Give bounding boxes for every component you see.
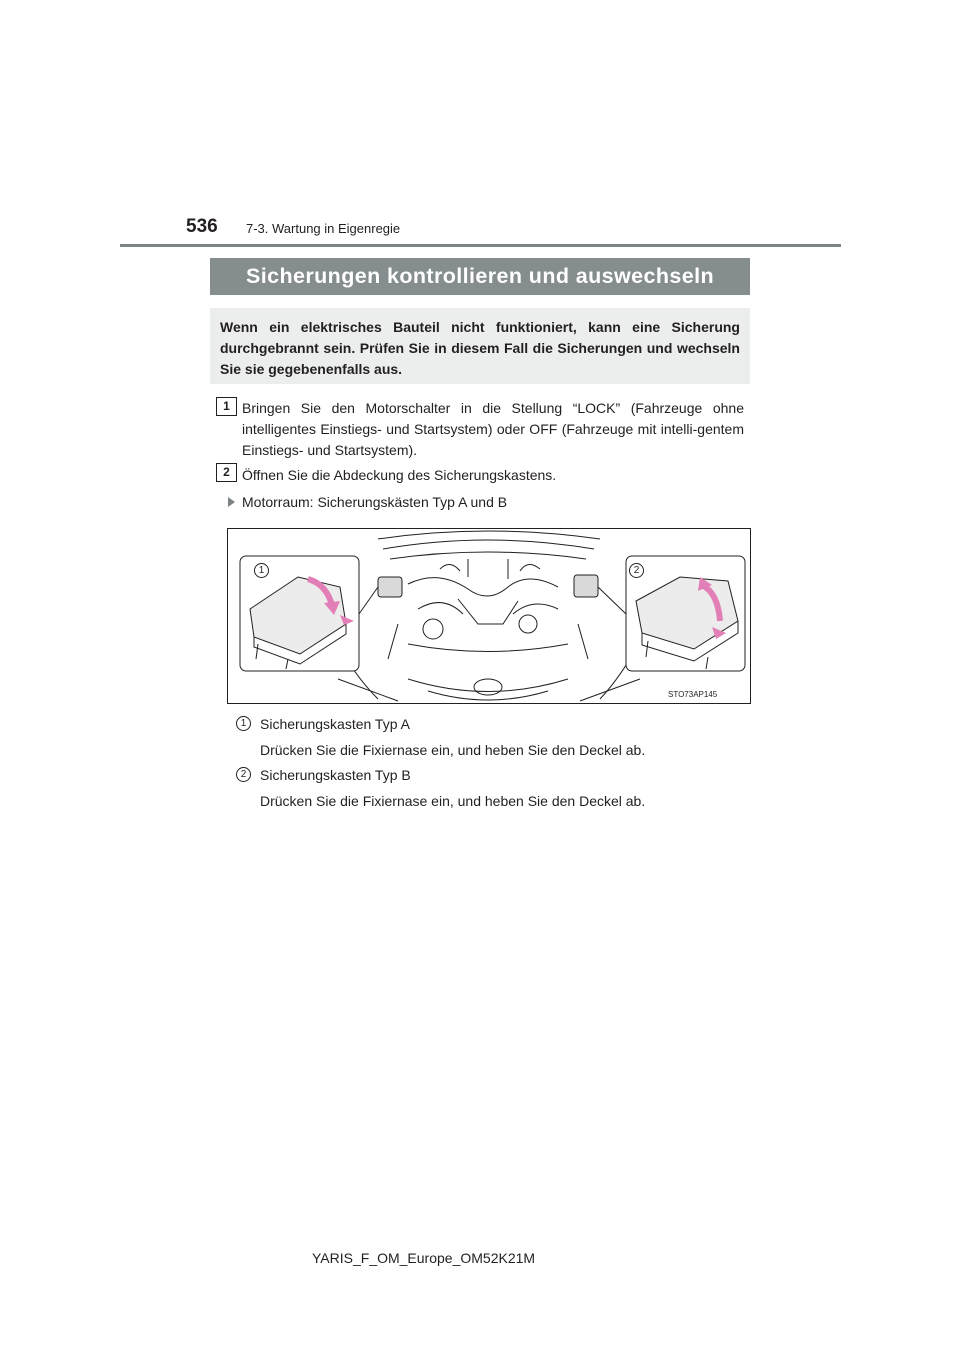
legend-1-name: Sicherungskasten Typ A — [260, 716, 410, 732]
bullet-text: Motorraum: Sicherungskästen Typ A und B — [242, 494, 508, 510]
figure-code: STO73AP145 — [668, 690, 718, 699]
legend-1-instruction: Drücken Sie die Fixiernase ein, und heben Sie den Deckel ab. — [260, 742, 646, 758]
legend-2-name: Sicherungskasten Typ B — [260, 767, 411, 783]
step-2-badge: 2 — [216, 463, 237, 482]
engine-bay-illustration — [228, 529, 750, 703]
legend-1-badge: 1 — [236, 716, 251, 731]
page-number: 536 — [186, 216, 218, 237]
section-title: 7-3. Wartung in Eigenregie — [246, 221, 401, 236]
footer-doc-code: YARIS_F_OM_Europe_OM52K21M — [312, 1250, 536, 1266]
step-2-text: Öffnen Sie die Abdeckung des Sicherungskastens. — [242, 467, 557, 483]
intro-box — [210, 308, 750, 384]
engine-bay-figure — [227, 528, 751, 704]
bullet-triangle-icon — [228, 497, 235, 507]
step-1-text: Bringen Sie den Motorschalter in die Stellung “LOCK” (Fahrzeuge ohne intelligentes Einstiegs- und Startsystem) oder OFF (Fahrzeuge mit intelli-gentem Einstiegs- und Startsystem). — [242, 400, 744, 458]
figure-callout-2: 2 — [629, 563, 644, 578]
legend-2-instruction: Drücken Sie die Fixiernase ein, und heben Sie den Deckel ab. — [260, 793, 646, 809]
header-divider — [120, 244, 841, 247]
step-1-badge: 1 — [216, 397, 237, 416]
figure-callout-1: 1 — [254, 563, 269, 578]
page-title: Sicherungen kontrollieren und auswechseln — [210, 258, 750, 295]
intro-text: Wenn ein elektrisches Bauteil nicht funktioniert, kann eine Sicherung durchgebrannt sein. Prüfen Sie in diesem Fall die Sicherungen und wechseln Sie sie gegebenenfalls aus. — [220, 319, 740, 377]
legend-2-badge: 2 — [236, 767, 251, 782]
